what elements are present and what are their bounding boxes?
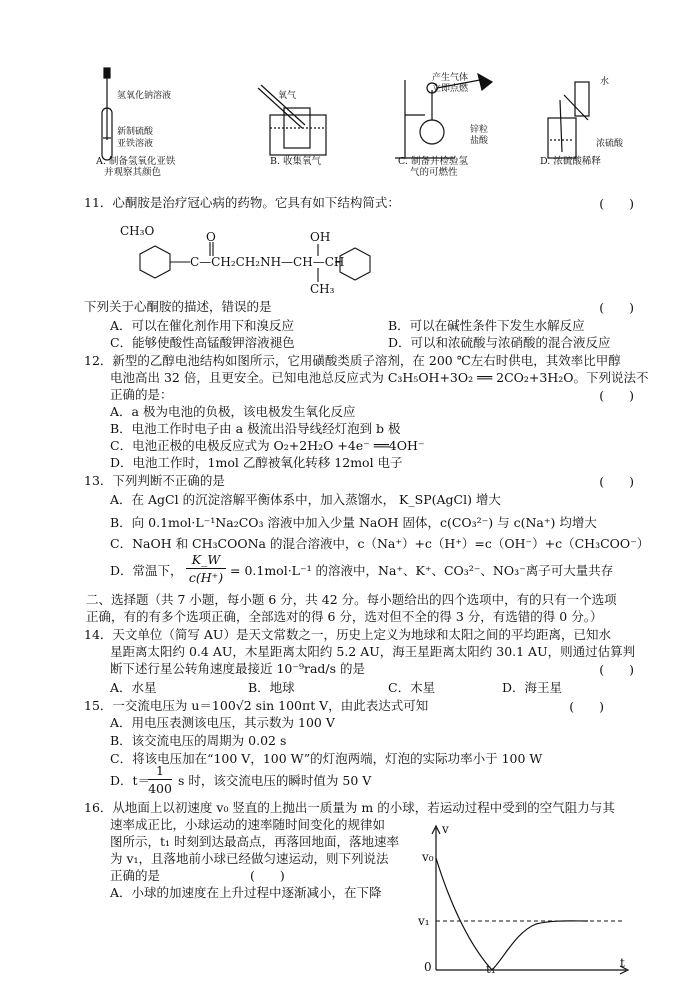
q16-graph-v0-label: v₀ xyxy=(422,850,434,864)
q11-stem: 11．心酮胺是治疗冠心病的药物。它具有如下结构简式： xyxy=(84,195,400,210)
q14-paren: ( ) xyxy=(599,662,634,677)
q14-line-3: 断下述行星公转角速度最接近 10⁻⁹rad/s 的是 xyxy=(110,661,366,676)
q13-option-d-numerator: K_W xyxy=(191,552,221,567)
q13-option-d-denominator: c(H⁺) xyxy=(188,570,224,585)
q11-prompt: 下列关于心酮胺的描述，错误的是 xyxy=(84,299,272,314)
q13-option-d-pre: D．常温下， xyxy=(110,563,183,578)
q15-option-d-numerator: 1 xyxy=(156,763,164,778)
q11-option-c: C．能够使酸性高锰酸钾溶液褪色 xyxy=(110,335,295,350)
q11-option-d: D．可以和浓硫酸与浓硝酸的混合液反应 xyxy=(388,335,611,350)
apparatus-b-caption: B. 收集氧气 xyxy=(270,156,322,167)
q11-paren: ( ) xyxy=(599,196,634,211)
q11-paren-2: ( ) xyxy=(599,300,634,315)
q15-option-d-post: s 时，该交流电压的瞬时值为 50 V xyxy=(178,773,372,788)
apparatus-c-label-4: 盐酸 xyxy=(470,136,489,146)
q14-option-a: A．水星 xyxy=(110,680,157,695)
q13-paren: ( ) xyxy=(599,474,634,489)
q16-graph-t1-label: t₁ xyxy=(486,962,496,976)
q16-line-5: 正确的是 xyxy=(110,868,161,883)
q15-option-d-denominator: 400 xyxy=(148,781,172,796)
q13-fraction-bar xyxy=(186,568,226,569)
q13-option-b: B．向 0.1mol·L⁻¹Na₂CO₃ 溶液中加入少量 NaOH 固体，c(CO₃²⁻) 与 c(Na⁺) 均增大 xyxy=(110,515,597,530)
q16-graph-v1-label: v₁ xyxy=(418,914,430,928)
q14-option-d: D．海王星 xyxy=(502,680,563,695)
q11-option-a: A．可以在催化剂作用下和溴反应 xyxy=(110,318,295,333)
q12-option-d: D．电池工作时，1mol 乙醇被氧化转移 12mol 电子 xyxy=(110,455,403,470)
q15-option-d-pre: D．t＝ xyxy=(110,773,151,788)
q13-option-a: A．在 AgCl 的沉淀溶解平衡体系中，加入蒸馏水， K_SP(AgCl) 增大 xyxy=(110,492,501,507)
q12-option-c: C．电池正极的电极反应式为 O₂+2H₂O +4e⁻ ══4OH⁻ xyxy=(110,438,425,453)
q13-option-c: C．NaOH 和 CH₃COONa 的混合溶液中，c（Na⁺）+c（H⁺）=c（OH⁻）+c（CH₃COO⁻） xyxy=(110,536,650,551)
q11-struct-oh: OH xyxy=(310,230,331,244)
q14-option-b: B．地球 xyxy=(248,680,295,695)
apparatus-c-caption-1: C. 制备并检验氢 xyxy=(398,156,468,167)
apparatus-d xyxy=(548,82,589,158)
q12-line-3: 正确的是： xyxy=(110,387,173,402)
apparatus-a-caption-2: 并观察其颜色 xyxy=(104,167,162,178)
q15-fraction-bar xyxy=(148,779,172,780)
q14-line-2: 星距离太阳约 0.4 AU，木星距离太阳约 5.2 AU，海王星距离太阳约 30.1 AU，则通过估算判 xyxy=(110,644,636,659)
q13-option-d-post: = 0.1mol·L⁻¹ 的溶液中，Na⁺、K⁺、CO₃²⁻、NO₃⁻离子可大量共存 xyxy=(230,563,614,578)
apparatus-a xyxy=(102,68,112,160)
q16-option-a: A．小球的加速度在上升过程中逐渐减小，在下降 xyxy=(110,885,382,900)
q16-paren: ( ) xyxy=(250,868,285,883)
q12-option-b: B．电池工作时电子由 a 极流出沿导线经灯泡到 b 极 xyxy=(110,421,401,436)
q14-option-c: C．木星 xyxy=(388,680,436,695)
q15-paren: ( ) xyxy=(569,699,604,714)
q13-stem: 13．下列判断不正确的是 xyxy=(84,473,225,488)
q16-line-1: 16．从地面上以初速度 v₀ 竖直的上抛出一质量为 m 的小球，若运动过程中受到的空气阻力与其 xyxy=(84,800,615,815)
q16-graph-curve xyxy=(436,858,588,970)
apparatus-a-label-2: 新制硫酸 xyxy=(117,127,154,137)
section-2-line-1: 二、选择题（共 7 小题，每小题 6 分，共 42 分。每小题给出的四个选项中，有的只有一个选项 xyxy=(86,592,617,607)
apparatus-d-label-1: 水 xyxy=(600,77,610,87)
q15-stem: 15．一交流电压为 u＝100√2 sin 100πt V，由此表达式可知 xyxy=(84,698,429,713)
section-2-line-2: 正确，有的有多个选项正确，全部选对的得 6 分，选对但不全的得 3 分，有选错的得 0 分。） xyxy=(86,609,603,624)
q15-option-c: C．将该电压加在“100 V，100 W”的灯泡两端，灯泡的实际功率小于 100 W xyxy=(110,751,543,766)
q16-graph-origin-label: 0 xyxy=(424,960,432,974)
q16-graph-x-label: t xyxy=(620,956,625,970)
q16-vt-graph xyxy=(412,820,634,980)
q16-line-2: 速率成正比，小球运动的速率随时间变化的规律如 xyxy=(110,817,386,832)
q11-struct-o: O xyxy=(206,230,216,244)
apparatus-c-label-2: 立即点燃 xyxy=(432,84,469,94)
q11-option-b: B．可以在碱性条件下发生水解反应 xyxy=(388,318,585,333)
apparatus-c-label-1: 产生气体 xyxy=(432,73,469,83)
q12-line-2: 电池高出 32 倍，且更安全。已知电池总反应式为 C₃H₅OH+3O₂ ══ 2CO₂+3H₂O。下列说法不 xyxy=(110,370,649,385)
q12-paren: ( ) xyxy=(599,388,634,403)
apparatus-a-caption-1: A. 制备氢氧化亚铁 xyxy=(96,156,176,167)
q16-line-4: 为 v₁，且落地前小球已经做匀速运动，则下列说法 xyxy=(110,851,389,866)
q12-option-a: A．a 极为电池的负极，该电极发生氧化反应 xyxy=(110,404,356,419)
apparatus-a-label-3: 亚铁溶液 xyxy=(117,139,154,149)
q11-struct-ch3: CH₃ xyxy=(310,282,335,296)
q11-struct-chain: C—CH₂CH₂NH—CH—CH xyxy=(190,255,345,269)
q16-line-3: 图所示，t₁ 时刻到达最高点，再落回地面，落地速率 xyxy=(110,834,400,849)
q15-option-a: A．用电压表测该电压，其示数为 100 V xyxy=(110,715,335,730)
q11-struct-och3: CH₃O xyxy=(120,224,155,238)
q15-option-b: B．该交流电压的周期为 0.02 s xyxy=(110,733,287,748)
apparatus-c-caption-2: 气的可燃性 xyxy=(410,167,458,178)
apparatus-d-label-2: 浓硫酸 xyxy=(596,139,624,149)
q12-line-1: 12．新型的乙醇电池结构如图所示，它用磺酸类质子溶剂，在 200 ℃左右时供电，其效率比甲醇 xyxy=(84,353,621,368)
apparatus-c-label-3: 锌粒 xyxy=(470,125,489,135)
apparatus-b-label: 氧气 xyxy=(278,91,297,101)
apparatus-d-caption: D. 浓硫酸稀释 xyxy=(540,156,601,167)
q16-graph-y-label: v xyxy=(442,822,449,836)
q14-line-1: 14．天文单位（简写 AU）是天文常数之一，历史上定义为地球和太阳之间的平均距离，已知水 xyxy=(84,627,611,642)
apparatus-a-label-1: 氢氧化钠溶液 xyxy=(117,91,172,101)
